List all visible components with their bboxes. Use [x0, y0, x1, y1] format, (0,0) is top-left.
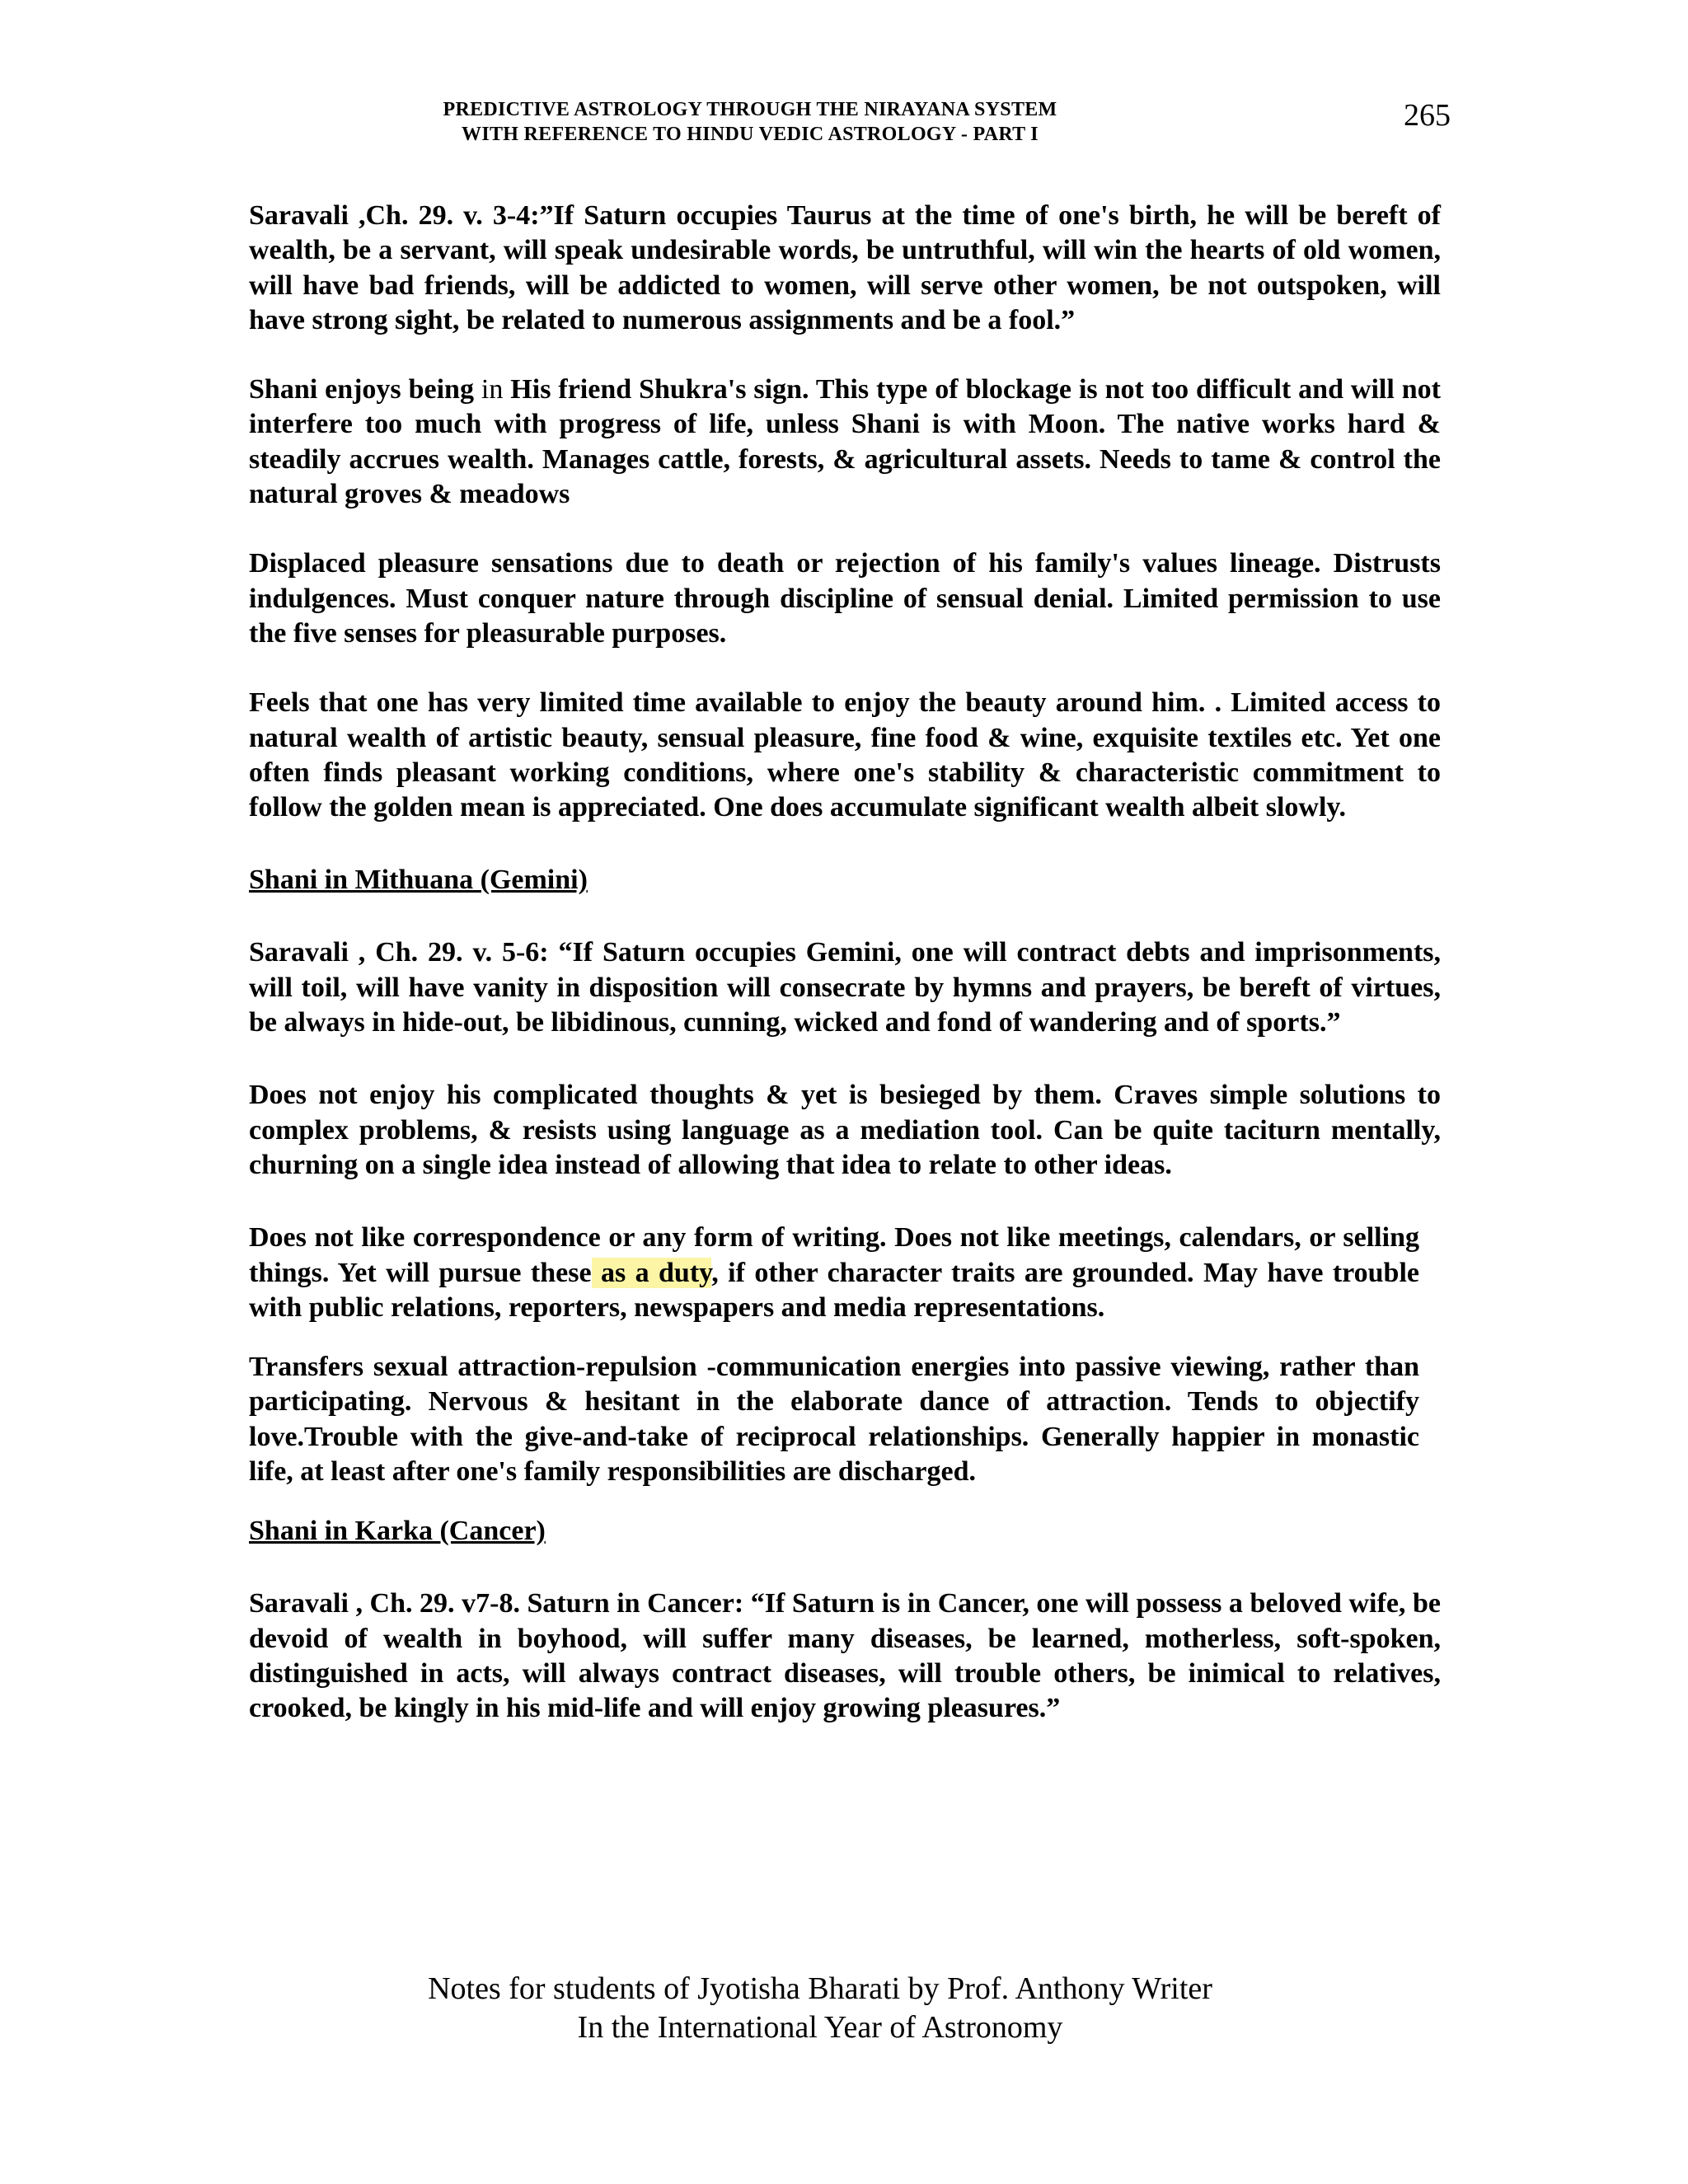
paragraph-limited-time: Feels that one has very limited time available to enjoy the beauty around him. . Limited access to natural wealth of artistic beauty, sensual pleasure, fine food & wine, exquisite textiles etc. Yet one often finds pleasant working conditions, where one's stability & characteristic commitment to follow the golden mean is appreciated. One does accumulate significant wealth albeit slowly.	[249, 687, 1441, 823]
running-header	[396, 97, 1104, 147]
section-heading-gemini: Shani in Mithuana (Gemini)	[249, 865, 588, 896]
paragraph-saravali-cancer: Saravali , Ch. 29. v7-8. Saturn in Cancer: “If Saturn is in Cancer, one will possess a beloved wife, be devoid of wealth in boyhood, will suffer many diseases, be learned, motherless, soft-spoken, distinguished in acts, will always contract diseases, will trouble others, be inimical to relatives, crooked, be kingly in his mid-life and will enjoy growing pleasures.”	[249, 1588, 1441, 1724]
highlighted-text: as a duty	[591, 1257, 712, 1288]
header-line-1: PREDICTIVE ASTROLOGY THROUGH THE NIRAYANA SYSTEM	[443, 99, 1057, 120]
paragraph-shani-taurus	[249, 373, 1441, 512]
section-heading-cancer: Shani in Karka (Cancer)	[249, 1516, 546, 1547]
paragraph-saravali-gemini: Saravali , Ch. 29. v. 5-6: “If Saturn occupies Gemini, one will contract debts and imprisonments, will toil, will have vanity in disposition will consecrate by hymns and prayers, be bereft of virtues, be always in hide-out, be libidinous, cunning, wicked and fond of wandering and of sports.”	[249, 937, 1441, 1038]
page-number: 265	[1404, 98, 1451, 133]
paragraph-text: His friend Shukra's sign. This type of blockage is not too difficult and will not interfere too much with progress of life, unless Shani is with Moon. The native works hard & steadily accrues wealth. Manages cattle, forests, & agricultural assets. Needs to tame & control the natural groves & meadows	[249, 374, 1441, 510]
header-line-2: WITH REFERENCE TO HINDU VEDIC ASTROLOGY - PART I	[462, 124, 1039, 145]
paragraph-saravali-taurus: Saravali ,Ch. 29. v. 3-4:”If Saturn occupies Taurus at the time of one's birth, he will be bereft of wealth, be a servant, will speak undesirable words, be untruthful, will win the hearts of old women, will have bad friends, will be addicted to women, will serve other women, be not outspoken, will have strong sight, be related to numerous assignments and be a fool.”	[249, 200, 1441, 335]
paragraph-text: in	[481, 374, 504, 405]
main-content	[249, 199, 1441, 1727]
footer-line-1: Notes for students of Jyotisha Bharati by Prof. Anthony Writer	[428, 1971, 1212, 2006]
footer-line-2: In the International Year of Astronomy	[577, 2010, 1063, 2045]
paragraph-complicated-thoughts: Does not enjoy his complicated thoughts & yet is besieged by them. Craves simple solutions to complex problems, & resists using language as a mediation tool. Can be quite taciturn mentally, churning on a single idea instead of allowing that idea to relate to other ideas.	[249, 1080, 1441, 1180]
paragraph-displaced-pleasure: Displaced pleasure sensations due to death or rejection of his family's values lineage. Distrusts indulgences. Must conquer nature through discipline of sensual denial. Limited permission to use the five senses for pleasurable purposes.	[249, 548, 1441, 649]
paragraph-correspondence	[249, 1221, 1419, 1325]
paragraph-attraction: Transfers sexual attraction-repulsion -communication energies into passive viewing, rather than participating. Nervous & hesitant in the elaborate dance of attraction. Tends to objectify love.Trouble with the give-and-take of reciprocal relationships. Generally happier in monastic life, at least after one's family responsibilities are discharged.	[249, 1352, 1419, 1488]
page-footer	[247, 1970, 1393, 2047]
paragraph-text: Shani enjoys being	[249, 374, 481, 405]
paragraph-text: , if other character traits are grounded. May have trouble with public relations, reporters, newspapers and media representations.	[249, 1257, 1419, 1323]
paragraph-text: Does not like correspondence or any form of writing. Does not like meetings, calendars, or selling things. Yet will pursue these	[249, 1222, 1419, 1288]
